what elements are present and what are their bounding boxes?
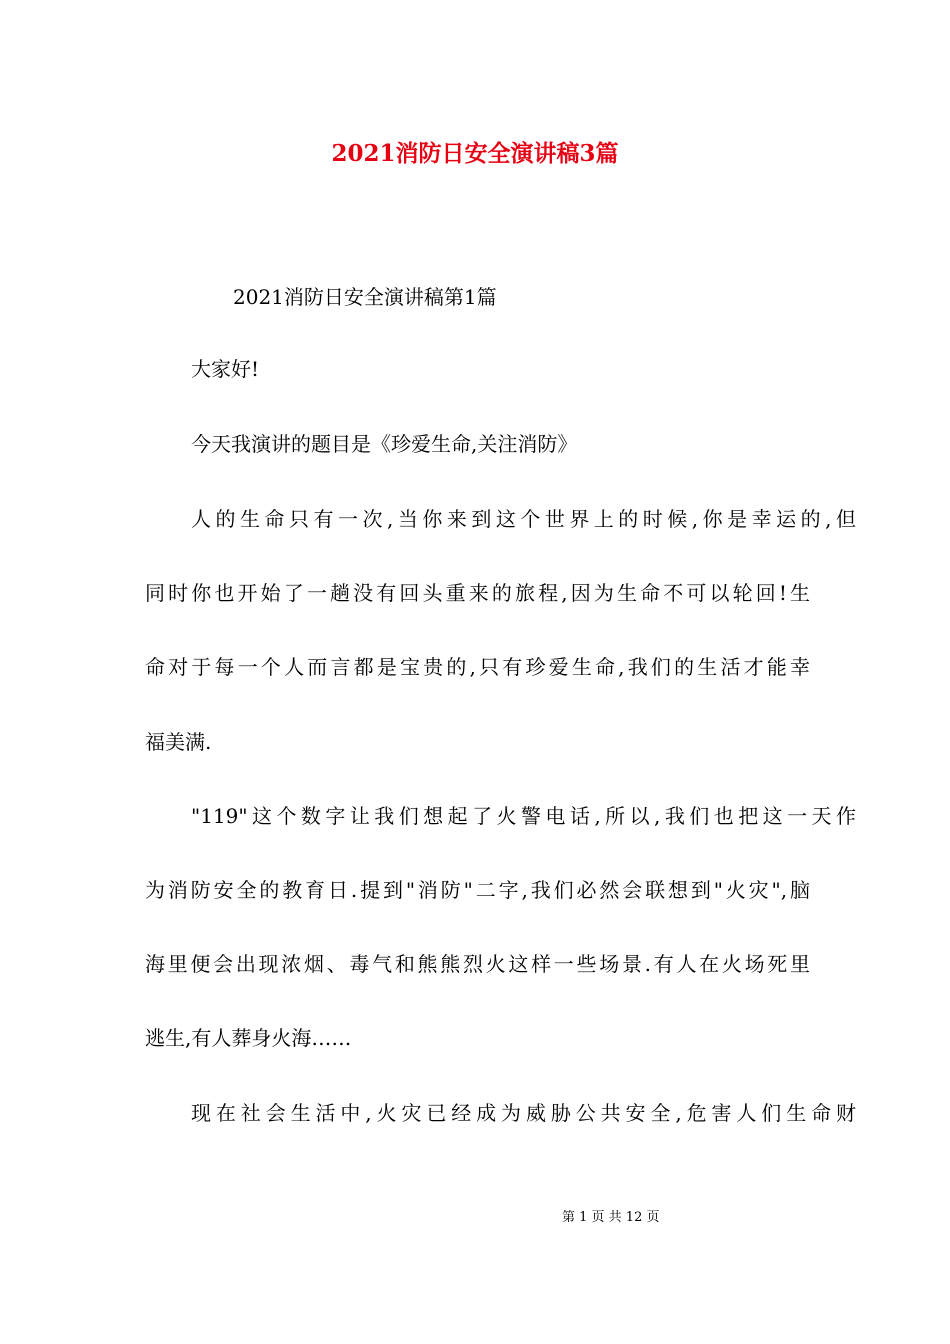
paragraph-1-line-2: 同时你也开始了一趟没有回头重来的旅程,因为生命不可以轮回!生 bbox=[145, 581, 810, 605]
page-number: 第 1 页 共 12 页 bbox=[562, 1210, 660, 1225]
paragraph-2-line-4: 逃生,有人葬身火海…… bbox=[145, 1026, 352, 1050]
paragraph-1-line-1: 人的生命只有一次,当你来到这个世界上的时候,你是幸运的,但 bbox=[191, 507, 856, 531]
paragraph-2-line-2: 为消防安全的教育日.提到"消防"二字,我们必然会联想到"火灾",脑 bbox=[145, 878, 810, 902]
speech-topic-line: 今天我演讲的题目是《珍爱生命,关注消防》 bbox=[191, 432, 578, 456]
section-heading: 2021消防日安全演讲稿第1篇 bbox=[233, 285, 497, 309]
document-title: 2021消防日安全演讲稿3篇 bbox=[331, 140, 619, 167]
paragraph-1-line-3: 命对于每一个人而言都是宝贵的,只有珍爱生命,我们的生活才能幸 bbox=[145, 655, 810, 679]
paragraph-2-line-1: "119"这个数字让我们想起了火警电话,所以,我们也把这一天作 bbox=[191, 804, 856, 828]
paragraph-2-line-3: 海里便会出现浓烟、毒气和熊熊烈火这样一些场景.有人在火场死里 bbox=[145, 952, 810, 976]
paragraph-1-line-4: 福美满. bbox=[145, 730, 212, 754]
paragraph-3-line-1: 现在社会生活中,火灾已经成为威胁公共安全,危害人们生命财 bbox=[191, 1101, 856, 1125]
greeting-line: 大家好! bbox=[191, 357, 260, 381]
